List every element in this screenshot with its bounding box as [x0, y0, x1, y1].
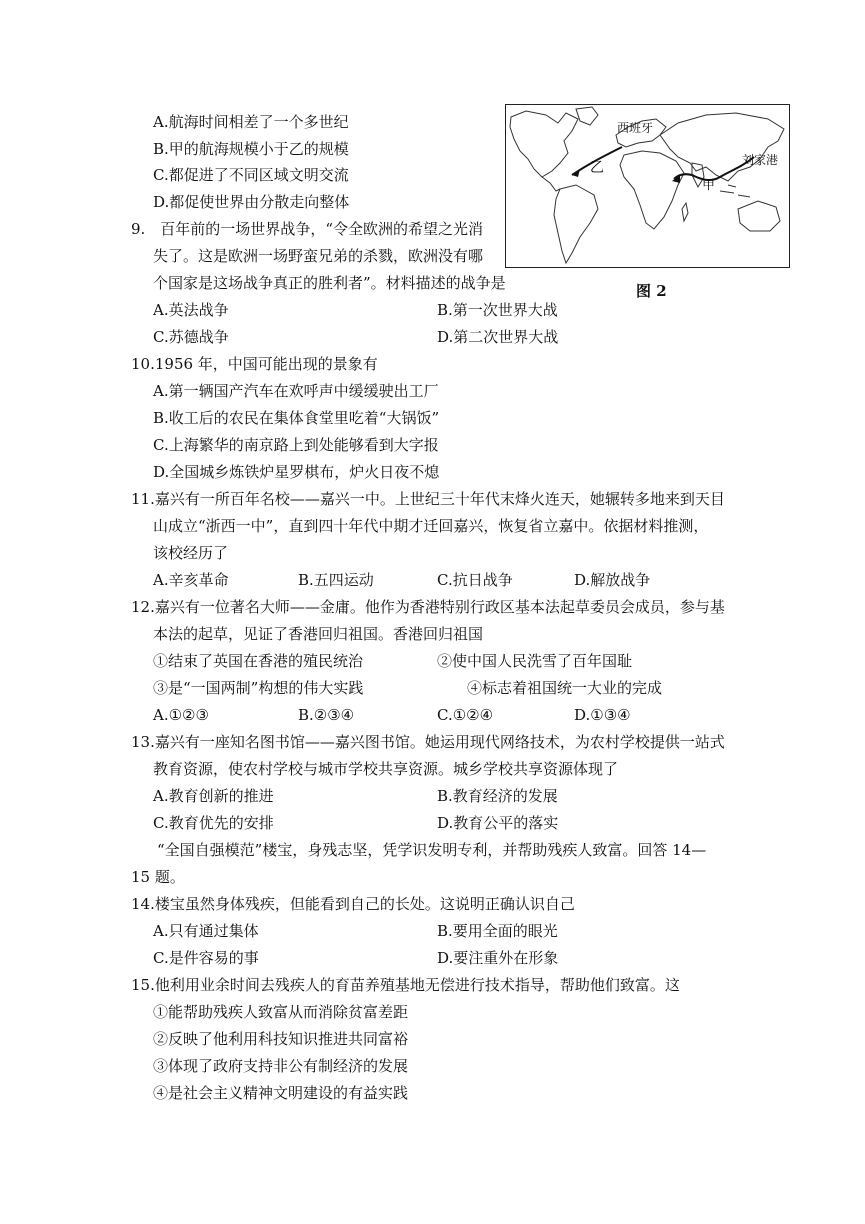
q12-stem-line1: 12.嘉兴有一位著名大师——金庸。他作为香港特别行政区基本法起草委员会成员，参与基	[131, 598, 725, 616]
q12-option-c: C.①②④	[437, 706, 494, 724]
q9-option-d: D.第二次世界大战	[437, 328, 559, 346]
map-label-liujiagang: 刘家港	[742, 153, 779, 167]
q9-option-a: A.英法战争	[153, 301, 229, 319]
q11-option-c: C.抗日战争	[437, 571, 513, 589]
q10-option-c: C.上海繁华的南京路上到处能够看到大字报	[153, 436, 439, 454]
q13-option-c: C.教育优先的安排	[153, 814, 274, 832]
figure-caption: 图 2	[636, 282, 667, 300]
q9-stem-line1: 9. 百年前的一场世界战争，“令全欧洲的希望之光消	[131, 220, 483, 238]
q9-stem-line3: 个国家是这场战争真正的胜利者”。材料描述的战争是	[153, 274, 506, 292]
q15-statement-3: ③体现了政府支持非公有制经济的发展	[153, 1057, 409, 1075]
q15-statement-2: ②反映了他利用科技知识推进共同富裕	[153, 1030, 409, 1048]
q8-option-a: A.航海时间相差了一个多世纪	[153, 113, 349, 131]
q13-option-b: B.教育经济的发展	[437, 787, 558, 805]
q12-option-a: A.①②③	[153, 706, 209, 724]
q13-stem-line1: 13.嘉兴有一座知名图书馆——嘉兴图书馆。她运用现代网络技术，为农村学校提供一站式	[131, 733, 725, 751]
q8-option-b: B.甲的航海规模小于乙的规模	[153, 140, 349, 158]
q9-option-c: C.苏德战争	[153, 328, 229, 346]
q12-statement-2: ②使中国人民洗雪了百年国耻	[437, 652, 633, 670]
q12-statement-1: ①结束了英国在香港的殖民统治	[153, 652, 364, 670]
q13-option-a: A.教育创新的推进	[153, 787, 274, 805]
q11-stem-line1: 11.嘉兴有一所百年名校——嘉兴一中。上世纪三十年代末烽火连天，她辗转多地来到天目	[131, 490, 725, 508]
q14-option-b: B.要用全面的眼光	[437, 922, 558, 940]
q9-option-b: B.第一次世界大战	[437, 301, 558, 319]
q11-stem-line3: 该校经历了	[153, 544, 229, 562]
q11-option-d: D.解放战争	[574, 571, 651, 589]
q12-stem-line2: 本法的起草，见证了香港回归祖国。香港回归祖国	[153, 625, 484, 643]
q12-statement-3: ③是“一国两制”构想的伟大实践	[153, 679, 364, 697]
q12-option-b: B.②③④	[298, 706, 355, 724]
q13-stem-line2: 教育资源，使农村学校与城市学校共享资源。城乡学校共享资源体现了	[153, 760, 619, 778]
q11-option-a: A.辛亥革命	[153, 571, 229, 589]
q9-stem-line2: 失了。这是欧洲一场野蛮兄弟的杀戮，欧洲没有哪	[153, 247, 484, 265]
q15-statement-1: ①能帮助残疾人致富从而消除贫富差距	[153, 1003, 409, 1021]
q10-option-d: D.全国城乡炼铁炉星罗棋布，炉火日夜不熄	[153, 463, 440, 481]
map-label-yi: 乙	[590, 160, 604, 176]
q11-stem-line2: 山成立“浙西一中”，直到四十年代中期才迁回嘉兴，恢复省立嘉中。依据材料推测，	[153, 517, 709, 535]
map-label-jia: 甲	[702, 178, 716, 193]
q12-option-d: D.①③④	[574, 706, 631, 724]
world-map-figure	[505, 104, 790, 268]
q11-option-b: B.五四运动	[298, 571, 374, 589]
q12-statement-4: ④标志着祖国统一大业的完成	[467, 679, 663, 697]
q8-option-d: D.都促使世界由分散走向整体	[153, 193, 350, 211]
q10-stem: 10.1956 年，中国可能出现的景象有	[131, 355, 378, 373]
q10-option-a: A.第一辆国产汽车在欢呼声中缓缓驶出工厂	[153, 382, 439, 400]
q13-option-d: D.教育公平的落实	[437, 814, 559, 832]
intro-line2: 15 题。	[131, 868, 185, 886]
intro-line1: “全国自强模范”楼宝，身残志坚，凭学识发明专利，并帮助残疾人致富。回答 14—	[157, 841, 707, 859]
q14-option-a: A.只有通过集体	[153, 922, 259, 940]
q14-stem: 14.楼宝虽然身体残疾，但能看到自己的长处。这说明正确认识自己	[131, 895, 575, 913]
q10-option-b: B.收工后的农民在集体食堂里吃着“大锅饭”	[153, 409, 440, 427]
q8-option-c: C.都促进了不同区域文明交流	[153, 166, 349, 184]
q15-statement-4: ④是社会主义精神文明建设的有益实践	[153, 1084, 409, 1102]
q15-stem: 15.他利用业余时间去残疾人的育苗养殖基地无偿进行技术指导，帮助他们致富。这	[131, 976, 680, 994]
q14-option-c: C.是件容易的事	[153, 949, 259, 967]
q14-option-d: D.要注重外在形象	[437, 949, 559, 967]
map-label-spain: 西班牙	[617, 121, 654, 135]
